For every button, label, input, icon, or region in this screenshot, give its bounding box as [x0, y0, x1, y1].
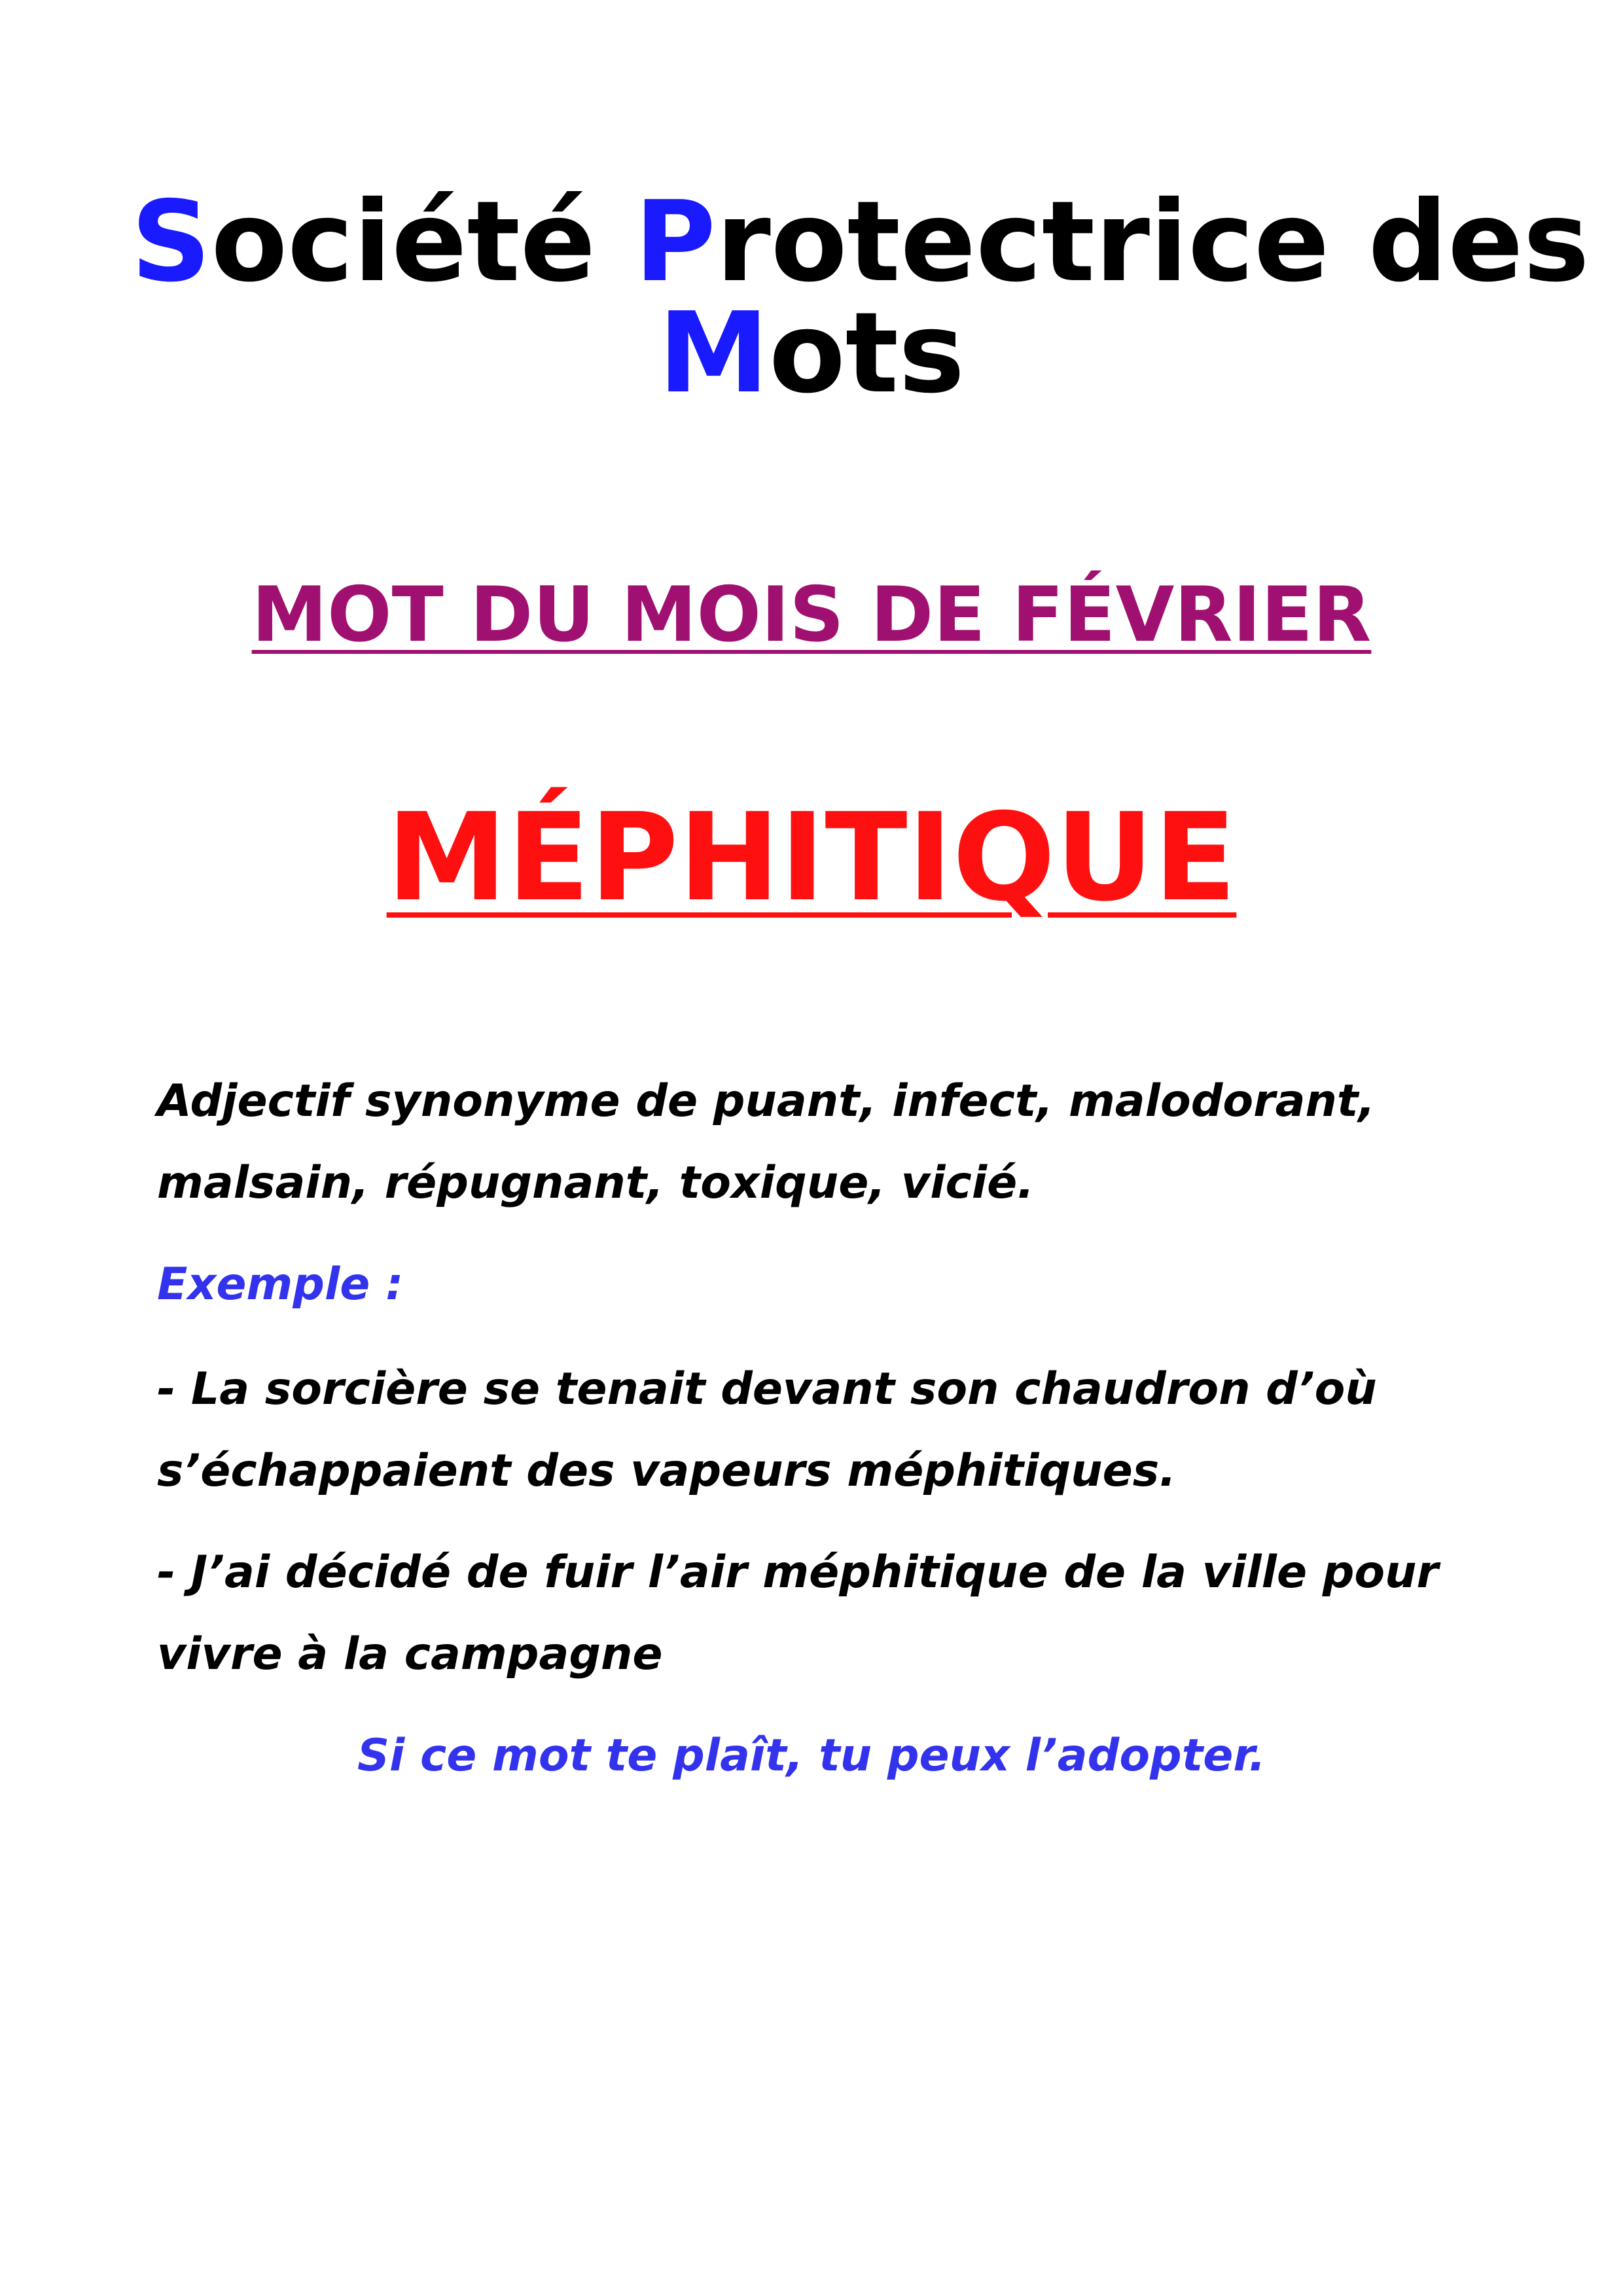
example-1-line-1: - La sorcière se tenait devant son chaudron d’où — [157, 1363, 1377, 1415]
title-text-1: ociété — [211, 177, 635, 307]
definition — [157, 1060, 1466, 1224]
example-label-text: Exemple : — [157, 1259, 404, 1310]
example-2-line-2: vivre à la campagne — [157, 1628, 663, 1680]
definition-line-1: Adjectif synonyme de puant, infect, malodorant, — [157, 1075, 1376, 1127]
closing-line — [131, 1715, 1492, 1797]
example-1-line-2: s’échappaient des vapeurs méphitiques. — [157, 1445, 1177, 1497]
title-text-2: rotectrice des — [715, 177, 1590, 307]
definition-line-2: malsain, répugnant, toxique, vicié. — [157, 1157, 1035, 1209]
title-initial-s: S — [131, 177, 211, 307]
example-item-2 — [157, 1532, 1466, 1695]
title-initial-p: P — [634, 177, 716, 307]
example-2-line-1: - J’ai décidé de fuir l’air méphitique de la ville pour — [157, 1547, 1439, 1598]
example-item-1 — [157, 1348, 1466, 1512]
title-initial-m: M — [658, 289, 769, 418]
page-title-line-2 — [131, 288, 1492, 419]
title-text-3: ots — [768, 289, 965, 418]
month-heading-text: MOT DU MOIS DE FÉVRIER — [251, 571, 1372, 659]
closing-text: Si ce mot te plaît, tu peux l’adopter. — [357, 1730, 1266, 1782]
month-heading — [131, 569, 1492, 661]
word-of-month — [131, 785, 1492, 929]
word-of-month-text: MÉPHITIQUE — [386, 787, 1237, 928]
example-label — [157, 1244, 1466, 1325]
